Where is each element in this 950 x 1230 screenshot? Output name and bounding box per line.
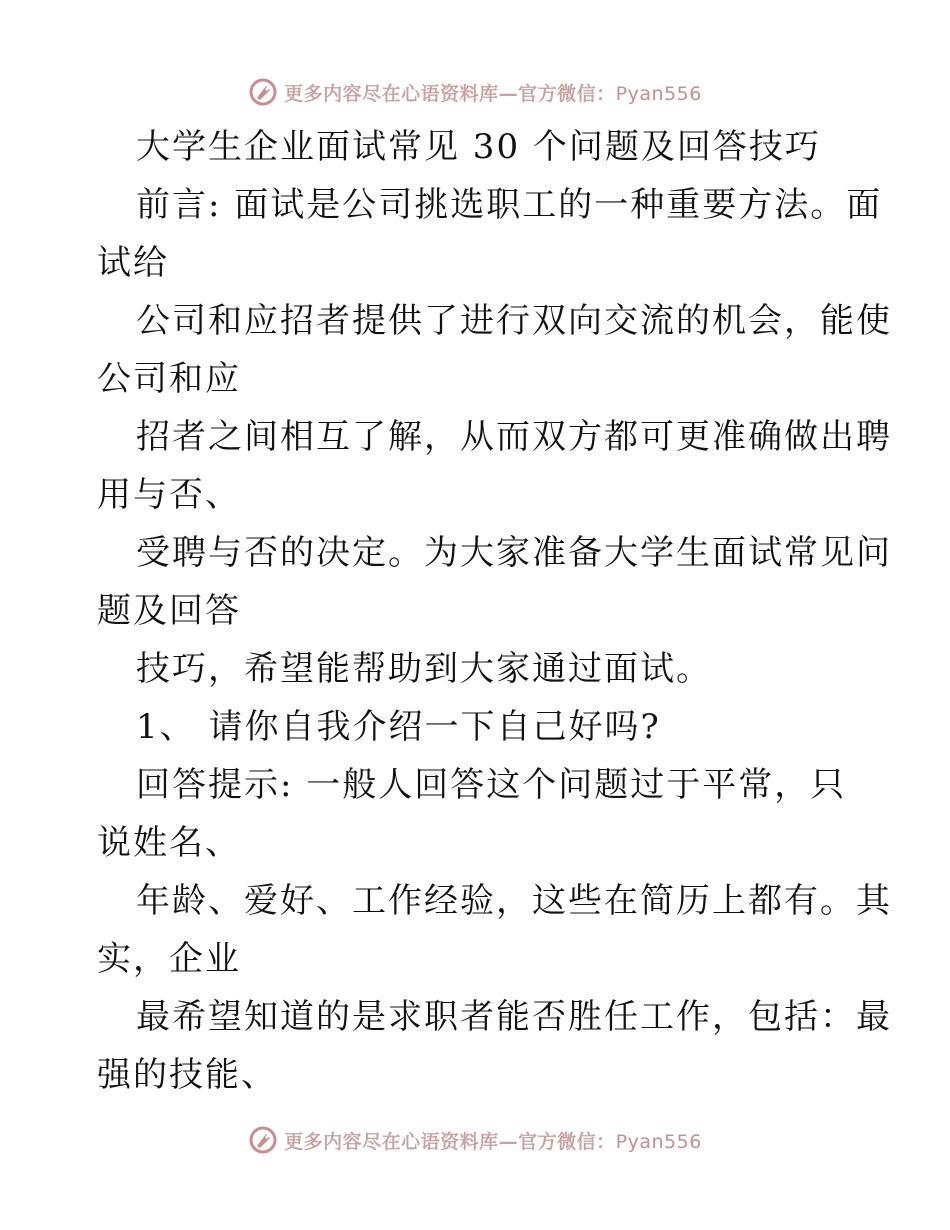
footer-watermark xyxy=(0,1120,950,1160)
text-line: 年龄、爱好、工作经验，这些在简历上都有。其 xyxy=(136,881,892,921)
pen-nib-logo-icon xyxy=(248,1125,278,1155)
text-line: 强的技能、 xyxy=(97,1055,277,1095)
text-line: 题及回答 xyxy=(97,591,241,631)
header-watermark xyxy=(0,72,950,112)
pen-nib-logo-icon xyxy=(248,77,278,107)
text-line: 说姓名、 xyxy=(97,823,241,863)
document-body xyxy=(97,118,892,1104)
watermark-text: 更多内容尽在心语资料库—官方微信：Pyan556 xyxy=(284,1130,702,1153)
text-line: 大学生企业面试常见 30 个问题及回答技巧 xyxy=(136,127,821,167)
text-line: 公司和应 xyxy=(97,359,241,399)
text-line: 公司和应招者提供了进行双向交流的机会，能使 xyxy=(136,301,892,341)
text-line: 实，企业 xyxy=(97,939,241,979)
text-line: 前言: 面试是公司挑选职工的一种重要方法。面 xyxy=(136,185,883,225)
text-line: 技巧，希望能帮助到大家通过面试。 xyxy=(136,649,712,689)
text-line: 用与否、 xyxy=(97,475,241,515)
text-line: 1、 请你自我介绍一下自己好吗? xyxy=(136,707,661,747)
text-line: 最希望知道的是求职者能否胜任工作，包括：最 xyxy=(136,997,892,1037)
watermark-wechat-id: Pyan556 xyxy=(615,82,702,105)
text-line: 试给 xyxy=(97,243,169,283)
watermark-wechat-id: Pyan556 xyxy=(615,1130,702,1153)
text-line: 回答提示: 一般人回答这个问题过于平常，只 xyxy=(136,765,847,805)
text-line: 受聘与否的决定。为大家准备大学生面试常见问 xyxy=(136,533,892,573)
text-line: 招者之间相互了解，从而双方都可更准确做出聘 xyxy=(136,417,892,457)
watermark-text: 更多内容尽在心语资料库—官方微信：Pyan556 xyxy=(284,82,702,105)
